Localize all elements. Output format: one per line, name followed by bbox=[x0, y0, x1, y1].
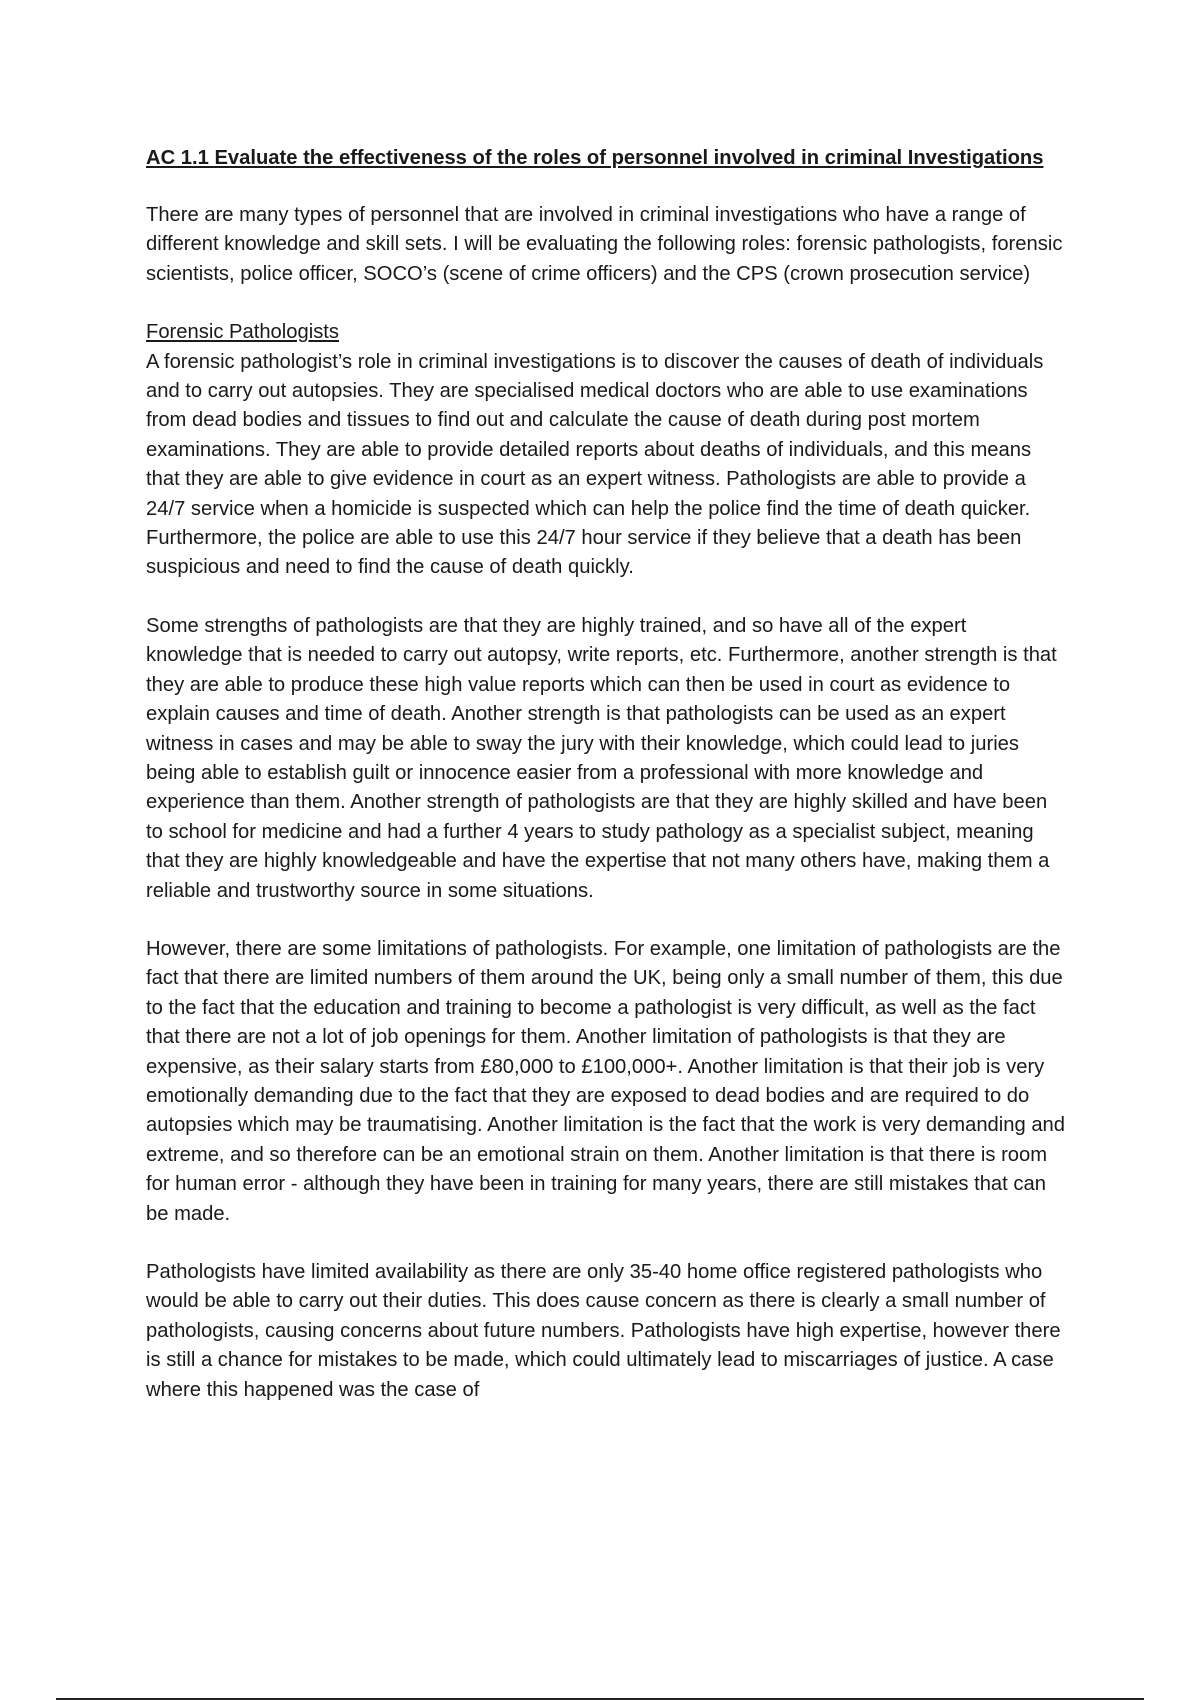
document-page bbox=[146, 144, 1066, 1434]
section-heading-forensic-pathologists: Forensic Pathologists bbox=[146, 321, 339, 344]
intro-paragraph: There are many types of personnel that are involved in criminal investigations who have a range of different knowledge and skill sets. I will be evaluating the following roles: forensic pathologists, forensic scientists, police officer, SOCO’s (scene of crime officers) and the CPS (crown prosecution service) bbox=[146, 204, 1063, 285]
document-title: AC 1.1 Evaluate the effectiveness of the roles of personnel involved in criminal Investigations bbox=[146, 147, 1044, 169]
paragraph-limitations: However, there are some limitations of pathologists. For example, one limitation of pathologists are the fact that there are limited numbers of them around the UK, being only a small number of them, this due to the fact that the education and training to become a pathologist is very difficult, as well as the fact that there are not a lot of job openings for them. Another limitation of pathologists is that they are expensive, as their salary starts from £80,000 to £100,000+. Another limitation is that their job is very emotionally demanding due to the fact that they are exposed to dead bodies and are required to do autopsies which may be traumatising. Another limitation is the fact that the work is very demanding and extreme, and so therefore can be an emotional strain on them. Another limitation is that there is room for human error - although they have been in training for many years, there are still mistakes that can be made. bbox=[146, 937, 1066, 1225]
paragraph-role: A forensic pathologist’s role in criminal investigations is to discover the causes of death of individuals and to carry out autopsies. They are specialised medical doctors who are able to use examinations from dead bodies and tissues to find out and calculate the cause of death during post mortem examinations. They are able to provide detailed reports about deaths of individuals, and this means that they are able to give evidence in court as an expert witness. Pathologists are able to provide a 24/7 service when a homicide is suspected which can help the police find the time of death quicker. Furthermore, the police are able to use this 24/7 hour service if they believe that a death has been suspicious and need to find the cause of death quickly. bbox=[146, 350, 1044, 579]
paragraph-availability: Pathologists have limited availability as there are only 35-40 home office registered pathologists who would be able to carry out their duties. This does cause concern as there is clearly a small number of pathologists, causing concerns about future numbers. Pathologists have high expertise, however there is still a chance for mistakes to be made, which could ultimately lead to miscarriages of justice. A case where this happened was the case of bbox=[146, 1261, 1061, 1401]
paragraph-strengths: Some strengths of pathologists are that they are highly trained, and so have all of the expert knowledge that is needed to carry out autopsy, write reports, etc. Furthermore, another strength is that they are able to produce these high value reports which can then be used in court as evidence to explain causes and time of death. Another strength is that pathologists can be used as an expert witness in cases and may be able to sway the jury with their knowledge, which could lead to juries being able to establish guilt or innocence easier from a professional with more knowledge and experience than them. Another strength of pathologists are that they are highly skilled and have been to school for medicine and had a further 4 years to study pathology as a specialist subject, meaning that they are highly knowledgeable and have the expertise that not many others have, making them a reliable and trustworthy source in some situations. bbox=[146, 614, 1057, 902]
